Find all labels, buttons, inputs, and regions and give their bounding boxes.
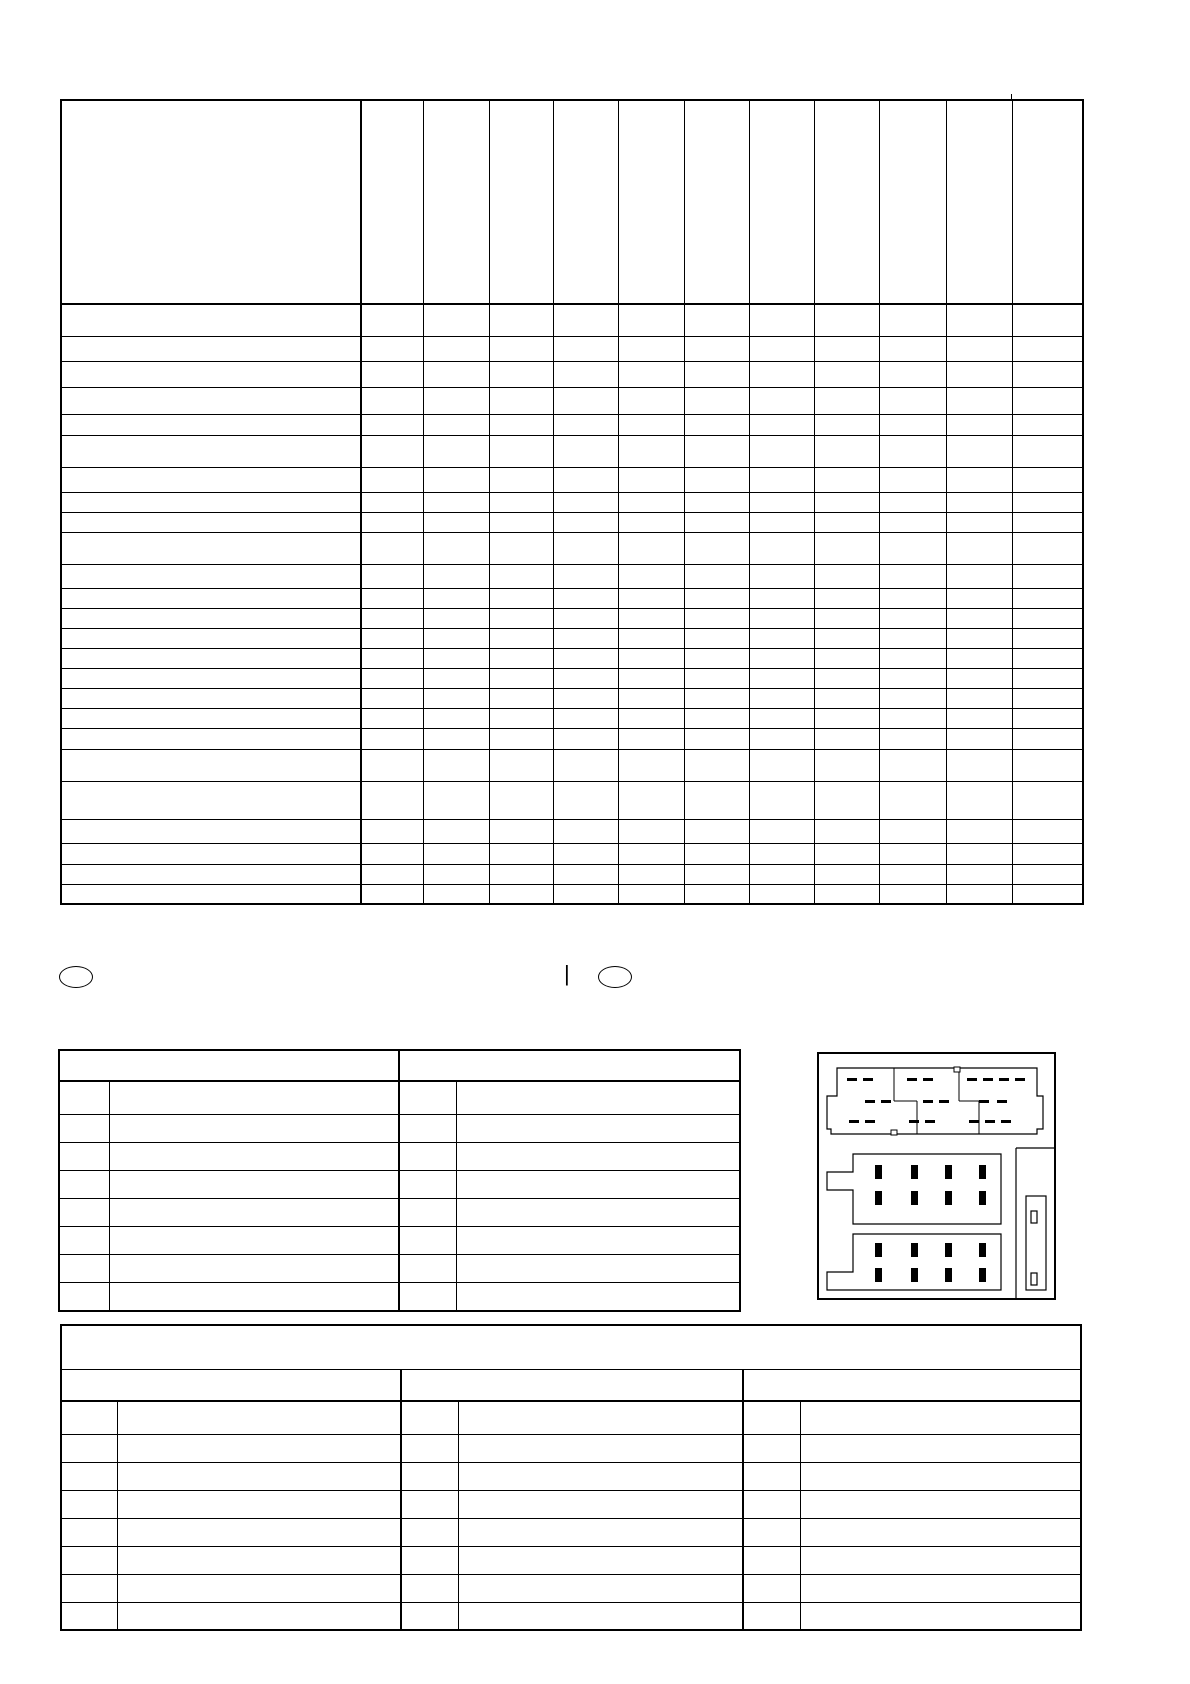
contact-slot	[925, 1120, 935, 1123]
table-row-divider	[62, 843, 1082, 844]
table-row-divider	[62, 864, 1082, 865]
table-row-divider	[62, 884, 1082, 885]
connector-pin	[979, 1268, 986, 1282]
table-column-divider	[946, 101, 947, 903]
table-column-divider	[553, 101, 554, 903]
table-row-divider	[62, 512, 1082, 513]
contact-slot	[923, 1078, 933, 1081]
column-tick-mark	[1011, 94, 1012, 100]
table-row-divider	[62, 435, 1082, 436]
table-column-divider	[398, 1051, 400, 1310]
table-column-divider	[618, 101, 619, 903]
connector-pin	[875, 1243, 882, 1257]
table-column-divider	[117, 1402, 118, 1629]
table-row-divider	[62, 819, 1082, 820]
table-row-divider	[62, 648, 1082, 649]
table-row-divider	[62, 414, 1082, 415]
contact-slot	[997, 1100, 1007, 1103]
table-row-divider	[62, 708, 1082, 709]
connector-pin	[945, 1243, 952, 1257]
table-row-divider	[62, 1574, 1080, 1575]
header-row-divider	[60, 1080, 739, 1082]
contact-slot	[1001, 1120, 1011, 1123]
contact-slot	[907, 1078, 917, 1081]
connector-pin	[979, 1191, 986, 1205]
header-row-divider	[62, 1400, 1080, 1402]
table-column-divider	[423, 101, 424, 903]
table-column-divider	[800, 1402, 801, 1629]
connector-pin	[911, 1268, 918, 1282]
table-row-divider	[60, 1198, 739, 1199]
table-row-divider	[62, 608, 1082, 609]
table-column-divider	[458, 1402, 459, 1629]
table-column-divider	[489, 101, 490, 903]
specification-table	[60, 99, 1084, 905]
table-row-divider	[60, 1170, 739, 1171]
table-column-divider	[814, 101, 815, 903]
table-row-divider	[62, 492, 1082, 493]
contact-slot	[863, 1078, 873, 1081]
table-row-divider	[62, 1490, 1080, 1491]
connector-pin	[875, 1268, 882, 1282]
contact-slot	[999, 1078, 1009, 1081]
connector-pin-table	[60, 1324, 1082, 1631]
table-row-divider	[62, 628, 1082, 629]
table-column-divider	[1012, 101, 1013, 903]
connector-pin	[945, 1165, 952, 1179]
table-column-divider	[749, 101, 750, 903]
table-row-divider	[62, 336, 1082, 337]
connector-pin	[945, 1268, 952, 1282]
connector-outline-icon	[819, 1054, 1054, 1298]
title-row-divider	[62, 1369, 1080, 1370]
contact-slot	[969, 1120, 979, 1123]
table-column-divider	[742, 1370, 744, 1629]
table-row-divider	[62, 728, 1082, 729]
table-row-divider	[62, 532, 1082, 533]
contact-slot	[865, 1100, 875, 1103]
contact-slot	[985, 1120, 995, 1123]
connector-pin	[875, 1165, 882, 1179]
table-column-divider	[109, 1081, 110, 1310]
table-row-divider	[62, 467, 1082, 468]
connector-pin	[911, 1243, 918, 1257]
contact-slot	[983, 1078, 993, 1081]
table-row-divider	[62, 749, 1082, 750]
contact-slot	[967, 1078, 977, 1081]
table-row-divider	[62, 781, 1082, 782]
table-row-divider	[62, 361, 1082, 362]
table-row-divider	[62, 1462, 1080, 1463]
table-row-divider	[60, 1254, 739, 1255]
header-row-divider	[62, 303, 1082, 305]
contact-slot	[847, 1078, 857, 1081]
contact-slot	[849, 1120, 859, 1123]
contact-slot	[909, 1120, 919, 1123]
language-badge-right	[598, 966, 632, 988]
table-column-divider	[684, 101, 685, 903]
connector-pin	[979, 1243, 986, 1257]
table-column-divider	[400, 1370, 402, 1629]
pin-assignment-table	[58, 1049, 741, 1312]
table-row-divider	[62, 1546, 1080, 1547]
iso-connector-diagram	[817, 1052, 1056, 1300]
table-row-divider	[60, 1226, 739, 1227]
table-row-divider	[62, 1434, 1080, 1435]
table-row-divider	[62, 668, 1082, 669]
contact-slot	[881, 1100, 891, 1103]
table-row-divider	[60, 1282, 739, 1283]
table-row-divider	[62, 588, 1082, 589]
contact-slot	[923, 1100, 933, 1103]
contact-slot	[865, 1120, 875, 1123]
connector-pin	[911, 1191, 918, 1205]
contact-slot	[939, 1100, 949, 1103]
table-row-divider	[62, 387, 1082, 388]
connector-pin	[911, 1165, 918, 1179]
connector-pin	[979, 1165, 986, 1179]
table-column-divider	[360, 101, 362, 903]
table-row-divider	[60, 1114, 739, 1115]
table-row-divider	[62, 1602, 1080, 1603]
table-row-divider	[62, 1518, 1080, 1519]
language-badge-left	[59, 966, 93, 988]
section-divider: |	[564, 961, 570, 986]
contact-slot	[1015, 1078, 1025, 1081]
table-row-divider	[60, 1142, 739, 1143]
table-row-divider	[62, 564, 1082, 565]
table-column-divider	[456, 1081, 457, 1310]
table-row-divider	[62, 688, 1082, 689]
contact-slot	[979, 1100, 989, 1103]
connector-pin	[875, 1191, 882, 1205]
table-column-divider	[879, 101, 880, 903]
connector-pin	[945, 1191, 952, 1205]
